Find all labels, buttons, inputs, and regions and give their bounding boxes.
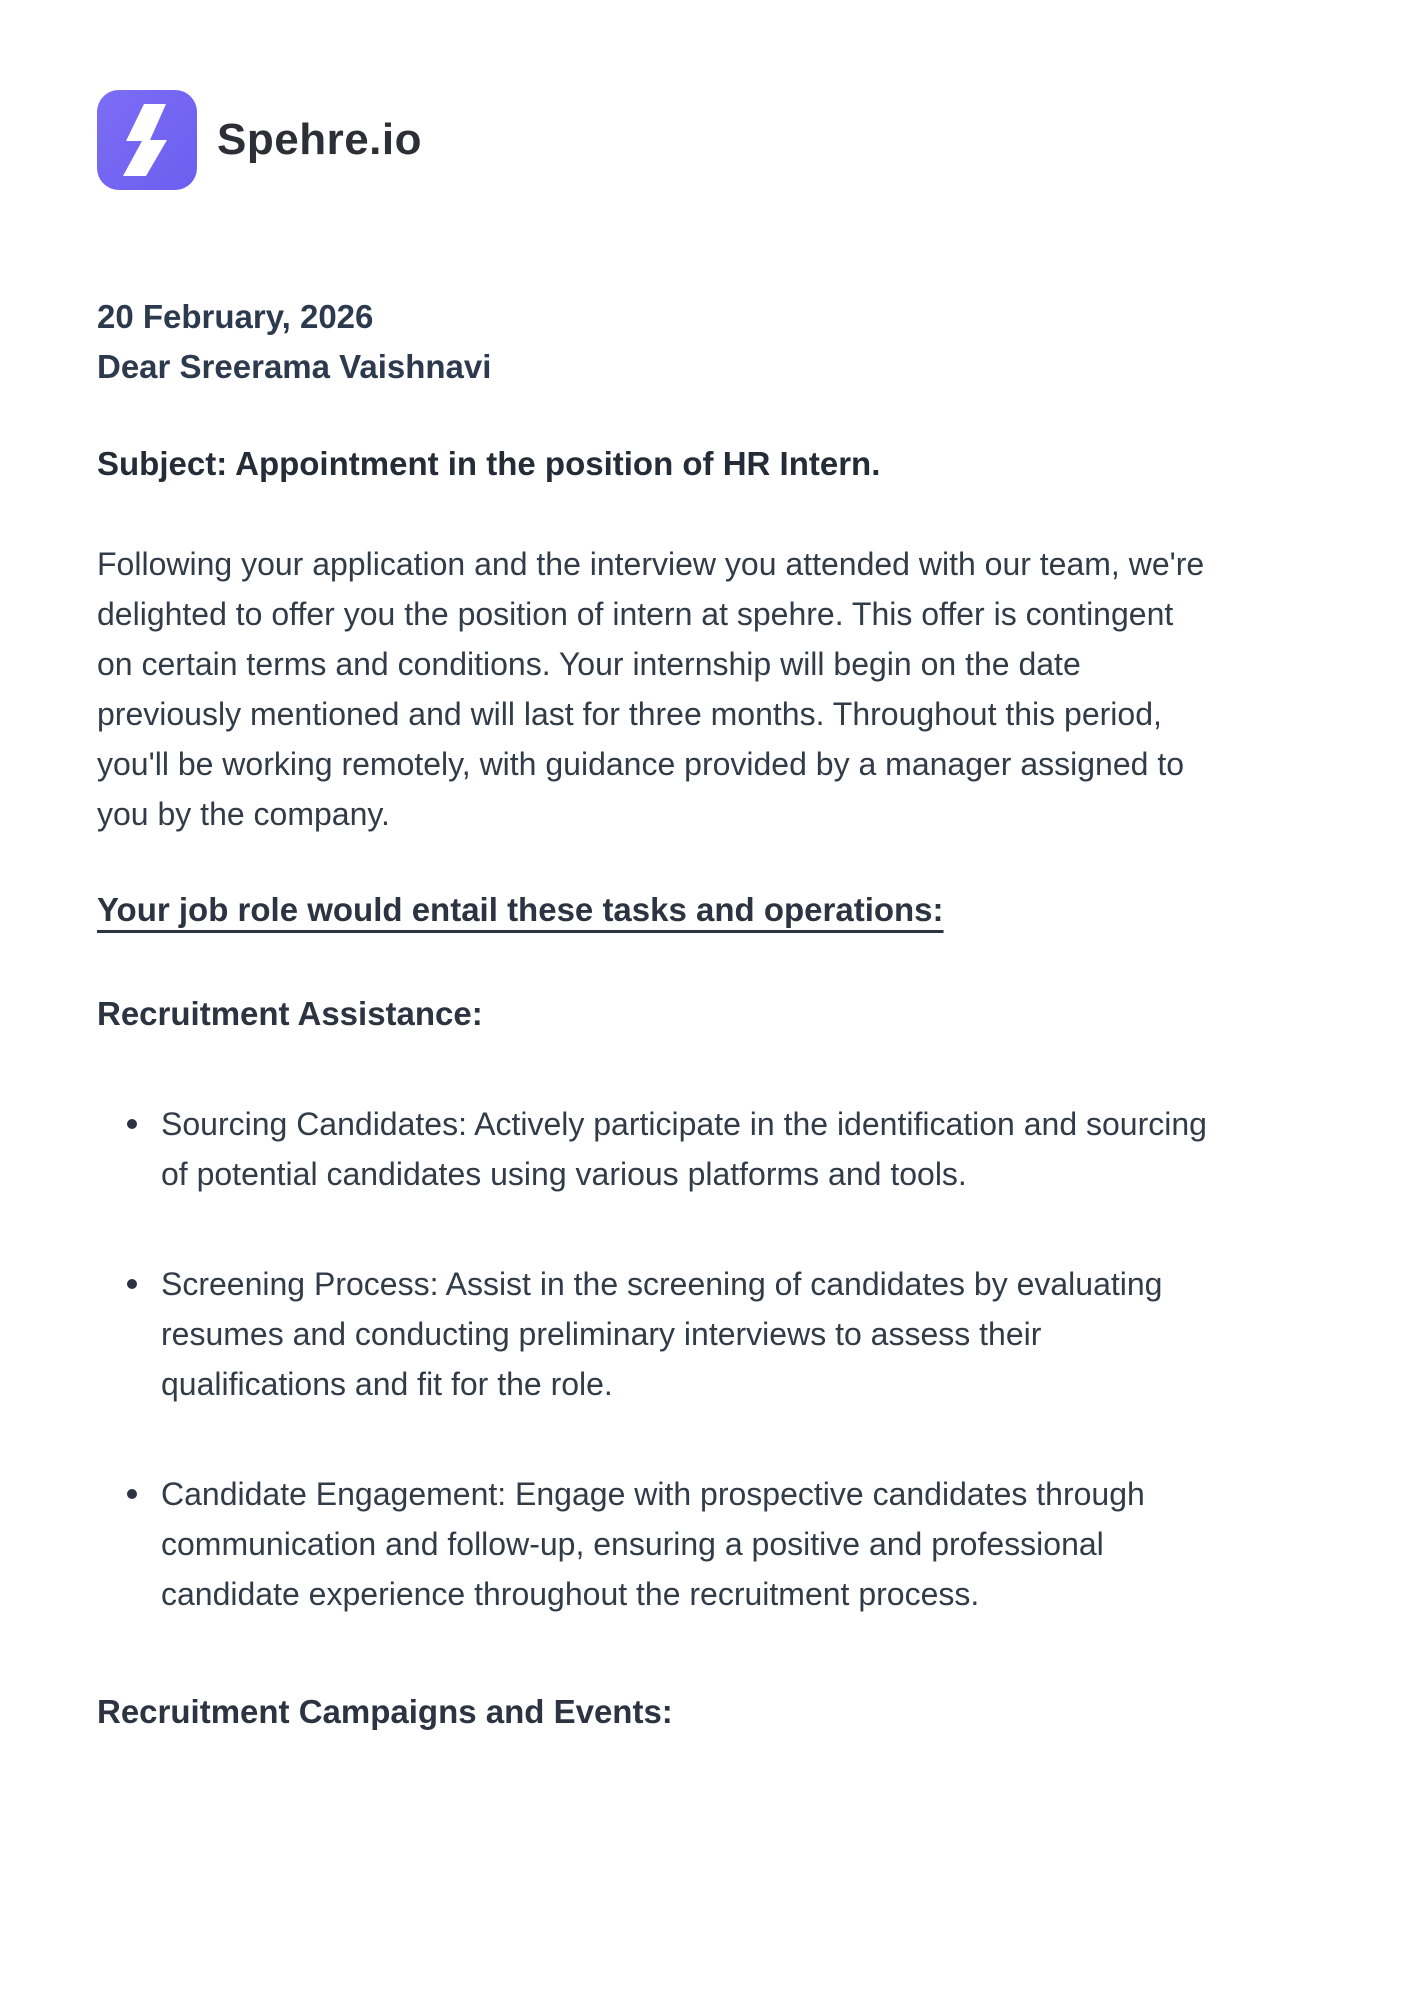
subject-line: Subject: Appointment in the position of HR Intern.	[97, 445, 881, 482]
date-salutation-block	[97, 292, 1210, 392]
list-item	[123, 1469, 1210, 1619]
list-item	[123, 1259, 1210, 1409]
brand-name: Spehre.io	[217, 115, 422, 164]
list-item-text: Screening Process: Assist in the screening of candidates by evaluating resumes and conducting preliminary interviews to assess their qualifications and fit for the role.	[161, 1266, 1163, 1402]
spehre-bolt-icon	[97, 90, 197, 190]
list-item	[123, 1099, 1210, 1199]
salutation: Dear Sreerama Vaishnavi	[97, 348, 492, 385]
tasks-heading: Your job role would entail these tasks and operations:	[97, 891, 944, 928]
letter-date: 20 February, 2026	[97, 298, 374, 335]
list-item-text: Candidate Engagement: Engage with prospective candidates through communication and follow-up, ensuring a positive and professional candidate experience throughout the recruitment process.	[161, 1476, 1145, 1612]
section-title-recruitment-campaigns: Recruitment Campaigns and Events:	[97, 1693, 673, 1730]
list-item-text: Sourcing Candidates: Actively participate in the identification and sourcing of potential candidates using various platforms and tools.	[161, 1106, 1207, 1192]
section-title-recruitment-assistance: Recruitment Assistance:	[97, 995, 483, 1032]
intro-paragraph: Following your application and the interview you attended with our team, we're delighted to offer you the position of intern at spehre. This offer is contingent on certain terms and conditions. Your internship will begin on the date previously mentioned and will last for three months. Throughout this period, you'll be working remotely, with guidance provided by a manager assigned to you by the company.	[97, 546, 1205, 832]
brand-logo	[97, 90, 1210, 190]
task-list	[97, 1099, 1210, 1619]
